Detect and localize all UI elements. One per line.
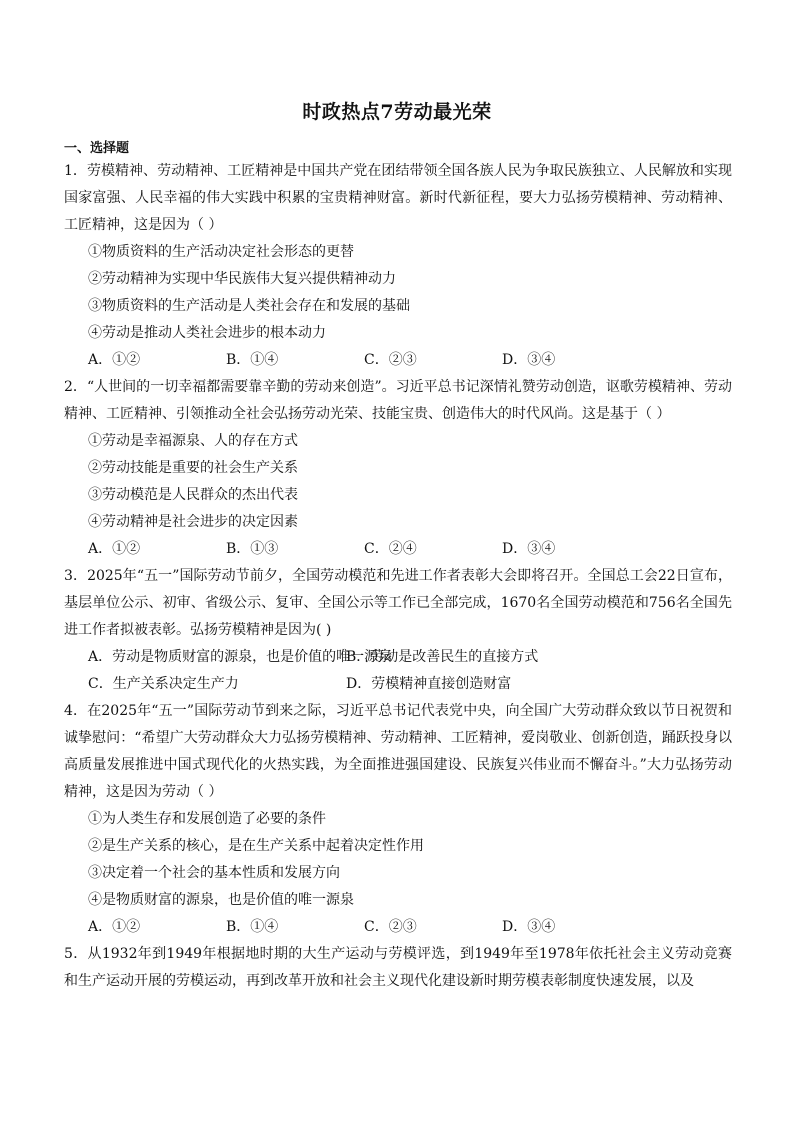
answer-options [88,914,732,941]
section-heading: 一、选择题 [64,141,130,156]
option-a: A．①② [88,541,141,557]
question-list [64,158,732,995]
option-d: D．③④ [502,919,556,935]
statement: ④劳动是推动人类社会进步的根本动力 [88,325,326,341]
answer-options [88,536,732,563]
option-d: D．劳模精神直接创造财富 [346,676,512,692]
option-c: C．生产关系决定生产力 [88,676,239,692]
question-stem [64,374,732,428]
answer-options [88,347,732,374]
question-text: “人世间的一切幸福都需要靠辛勤的劳动来创造”。习近平总书记深情礼赞劳动创造，讴歌劳模精神、劳动精神、工匠精神、引领推动全社会弘扬劳动光荣、技能宝贵、创造伟大的时代风尚。这是基于（ ） [64,379,732,422]
question-stem [64,698,732,806]
question-number: 1． [64,163,87,179]
answer-options [88,644,732,698]
option-b: B．①④ [226,352,279,368]
statement: ④劳动精神是社会进步的决定因素 [88,514,298,530]
option-a: A．①② [88,919,141,935]
question-stem [64,941,732,995]
statement: ②劳动精神为实现中华民族伟大复兴提供精神动力 [88,271,396,287]
question-1 [64,158,732,374]
option-c: C．②③ [364,352,417,368]
question-3 [64,563,732,698]
option-row [88,644,732,671]
page-title: 时政热点7劳动最光荣 [302,101,492,123]
question-number: 3． [64,568,88,584]
option-b: B．①④ [226,919,279,935]
option-a: A．①② [88,352,141,368]
statement: ②劳动技能是重要的社会生产关系 [88,460,298,476]
question-stem [64,563,732,644]
question-5 [64,941,732,995]
question-text: 在2025年“五一”国际劳动节到来之际，习近平总书记代表党中央，向全国广大劳动群众致以节日祝贺和诚挚慰问：“希望广大劳动群众大力弘扬劳模精神、劳动精神、工匠精神，爱岗敬业、创新创造，踊跃投身以高质量发展推进中国式现代化的火热实践，为全面推进强国建设、民族复兴伟业而不懈奋斗。”大力弘扬劳动精神，这是因为劳动（ ） [64,703,732,800]
option-b: B．劳动是改善民生的直接方式 [346,649,539,665]
statement: ③劳动模范是人民群众的杰出代表 [88,487,298,503]
statement: ③决定着一个社会的基本性质和发展方向 [88,865,340,881]
option-c: C．②④ [364,541,417,557]
statement: ④是物质财富的源泉，也是价值的唯一源泉 [88,892,354,908]
statement: ③物质资料的生产活动是人类社会存在和发展的基础 [88,298,410,314]
question-number: 4． [64,703,88,719]
question-text: 劳模精神、劳动精神、工匠精神是中国共产党在团结带领全国各族人民为争取民族独立、人民解放和实现国家富强、人民幸福的伟大实践中积累的宝贵精神财富。新时代新征程，要大力弘扬劳模精神、劳动精神、工匠精神，这是因为（ ） [64,163,732,233]
question-number: 2． [64,379,87,395]
statement: ①为人类生存和发展创造了必要的条件 [88,811,326,827]
statement: ①物质资料的生产活动决定社会形态的更替 [88,244,354,260]
question-4 [64,698,732,941]
statement: ②是生产关系的核心，是在生产关系中起着决定性作用 [88,838,424,854]
question-2 [64,374,732,563]
option-d: D．③④ [502,352,556,368]
option-b: B．①③ [226,541,279,557]
option-a: A．劳动是物质财富的源泉，也是价值的唯一源泉 [88,649,393,665]
option-row [88,671,732,698]
statement: ①劳动是幸福源泉、人的存在方式 [88,433,298,449]
question-stem [64,158,732,239]
question-number: 5． [64,946,88,962]
question-text: 从1932年到1949年根据地时期的大生产运动与劳模评选，到1949年至1978年依托社会主义劳动竞赛和生产运动开展的劳模运动，再到改革开放和社会主义现代化建设新时期劳模表彰制度快速发展，以及 [64,946,732,989]
question-text: 2025年“五一”国际劳动节前夕，全国劳动模范和先进工作者表彰大会即将召开。全国总工会22日宣布，基层单位公示、初审、省级公示、复审、全国公示等工作已全部完成，1670名全国劳动模范和756名全国先进工作者拟被表彰。弘扬劳模精神是因为( ) [64,568,732,638]
option-d: D．③④ [502,541,556,557]
option-c: C．②③ [364,919,417,935]
